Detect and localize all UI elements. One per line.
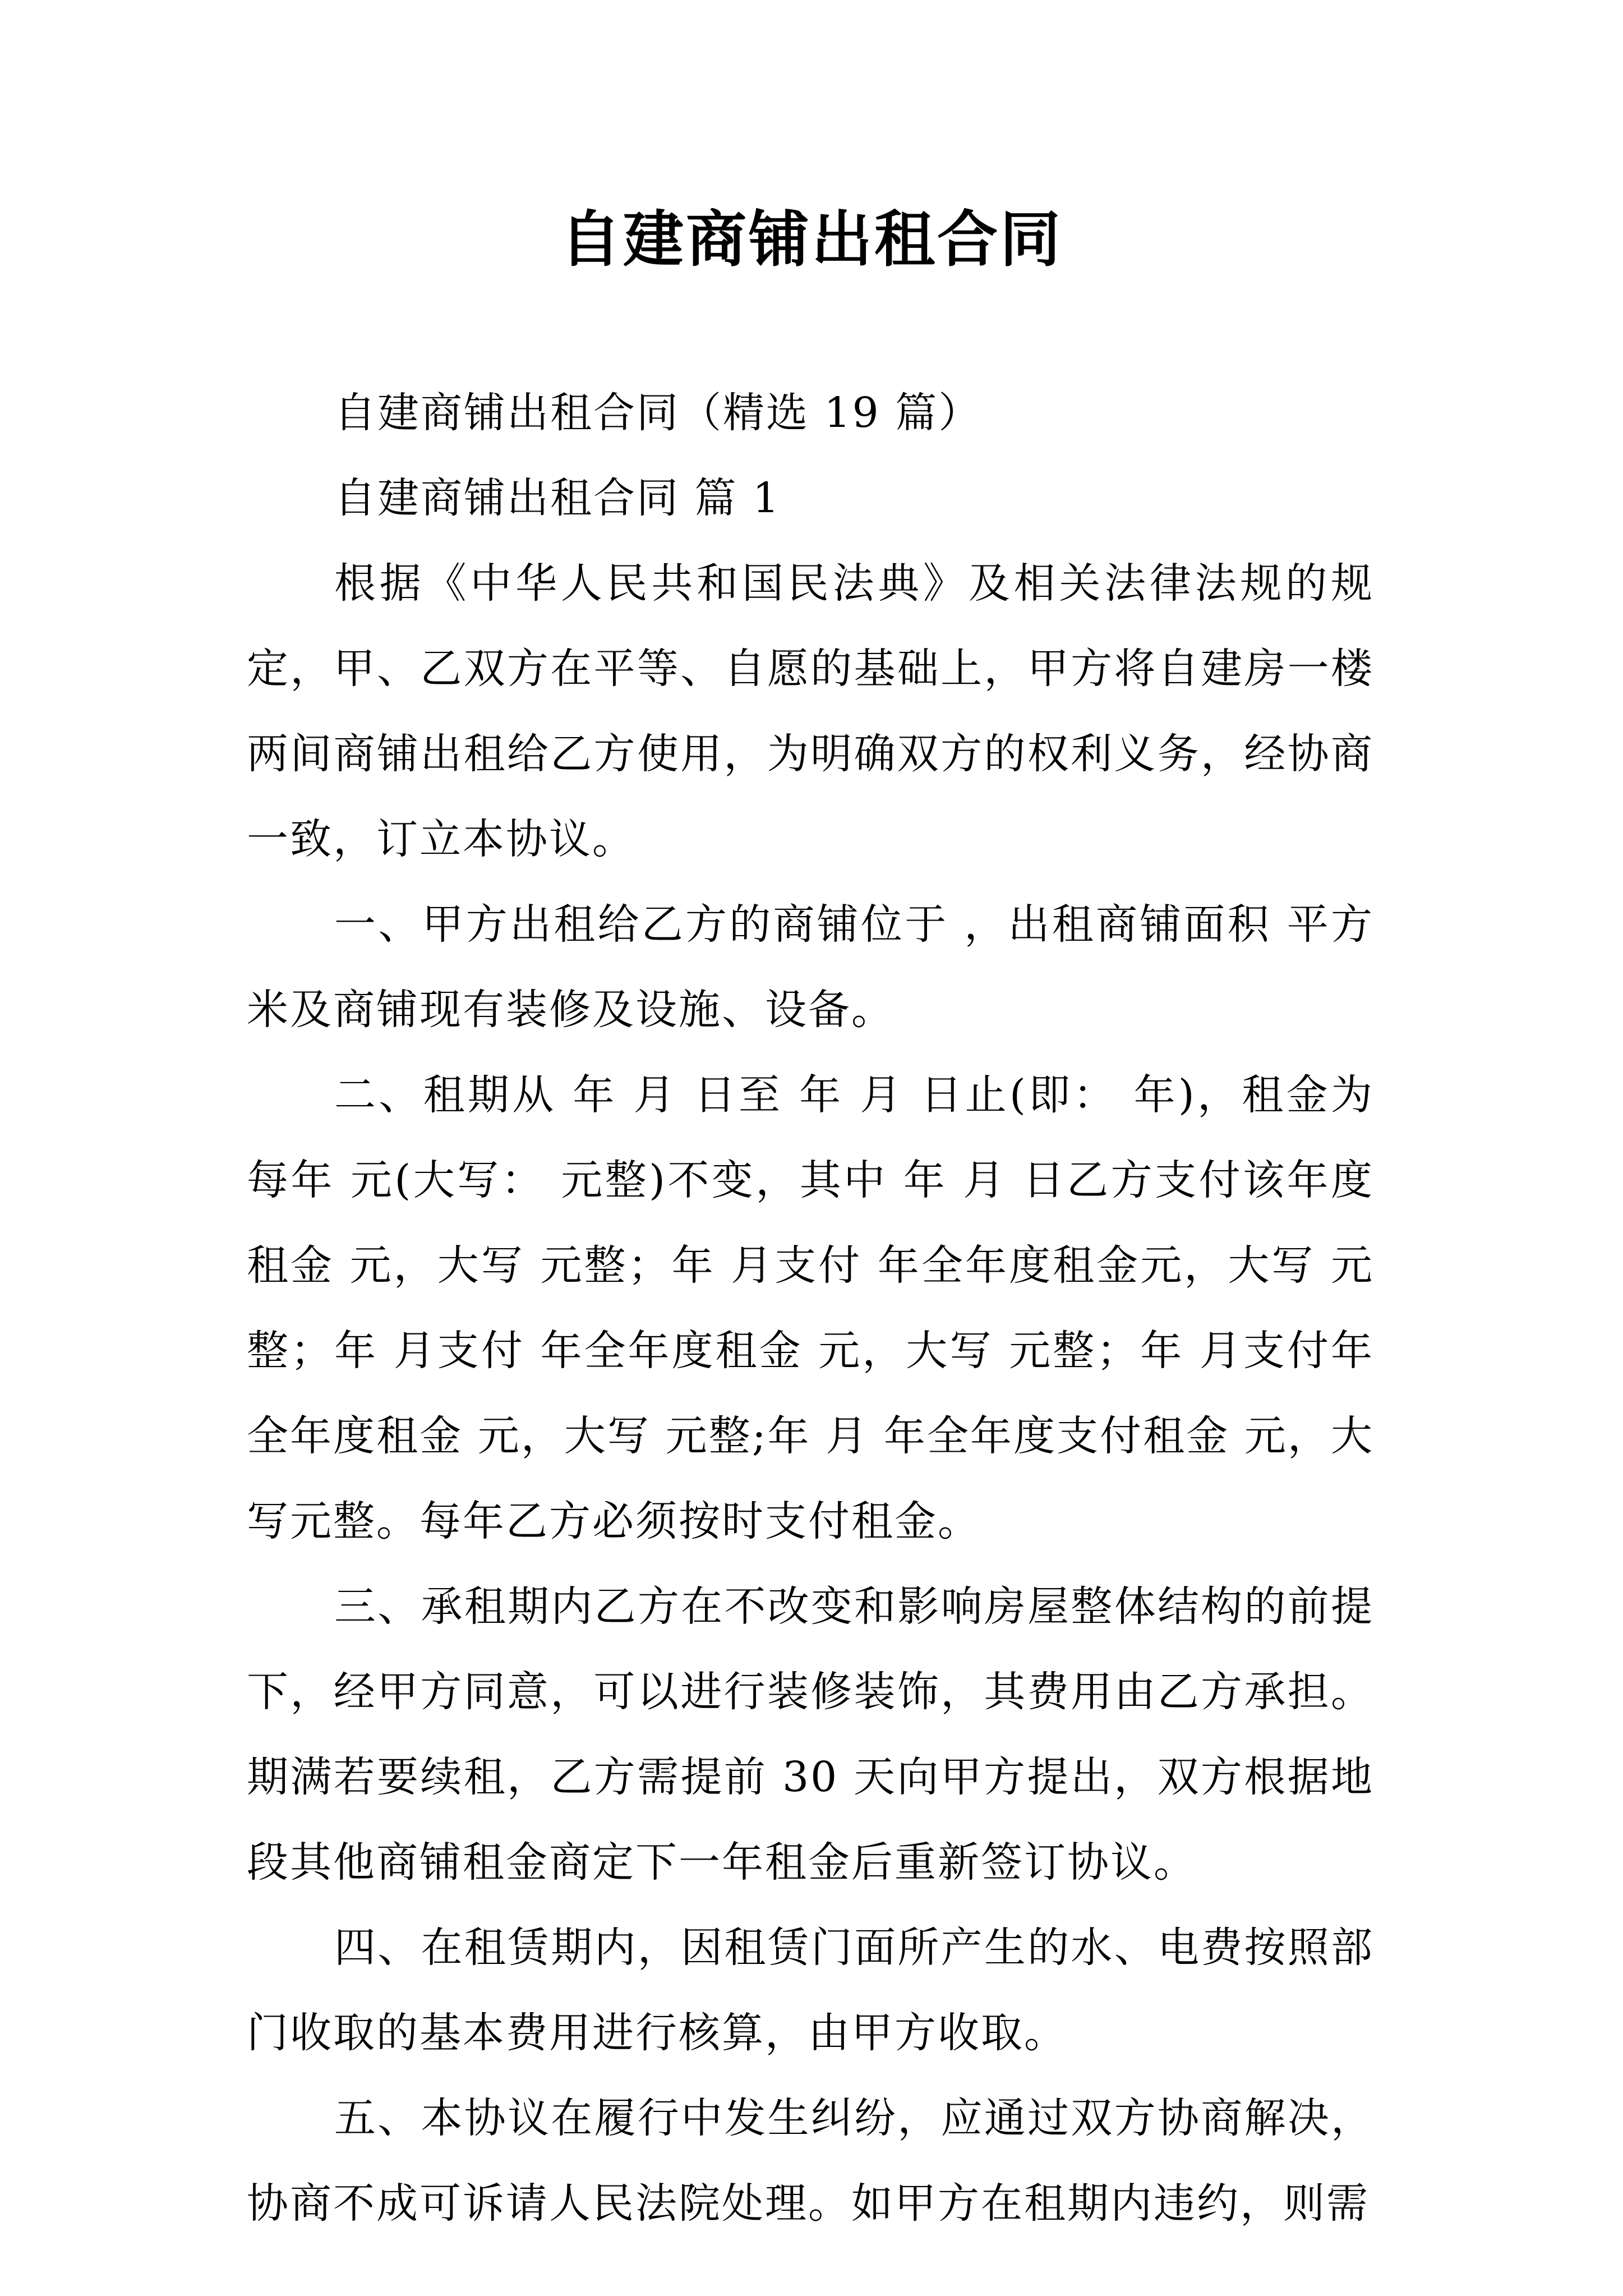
document-subtitle: 自建商铺出租合同（精选 19 篇）: [334, 389, 982, 437]
clause-2: 二、租期从 年 月 日至 年 月 日止(即： 年)，租金为每年 元(大写： 元整)不变，其中 年 月 日乙方支付该年度租金 元，大写 元整；年 月支付 年全年度租金元，大写 元整；年 月支付 年全年度租金 元，大写 元整；年 月支付年全年度租金 元，大写 元整;年 月 年全年度支付租金 元，大写元整。每年乙方必须按时支付租金。: [247, 1071, 1375, 1545]
clause-5: 五、本协议在履行中发生纠纷，应通过双方协商解决，协商不成可诉请人民法院处理。如甲方在租期内违约，则需: [247, 2094, 1374, 2228]
paragraph-preamble: 根据《中华人民共和国民法典》及相关法律法规的规定，甲、乙双方在平等、自愿的基础上，甲方将自建房一楼两间商铺出租给乙方使用，为明确双方的权利义务，经协商一致，订立本协议。: [247, 559, 1374, 863]
clause-3: 三、承租期内乙方在不改变和影响房屋整体结构的前提下，经甲方同意，可以进行装修装饰，其费用由乙方承担。期满若要续租，乙方需提前 30 天向甲方提出，双方根据地段其他商铺租金商定下一年租金后重新签订协议。: [247, 1582, 1374, 1887]
clause-1: 一、甲方出租给乙方的商铺位于 ，出租商铺面积 平方米及商铺现有装修及设施、设备。: [247, 900, 1374, 1034]
section-heading: 自建商铺出租合同 篇 1: [334, 474, 781, 522]
clause-4: 四、在租赁期内，因租赁门面所产生的水、电费按照部门收取的基本费用进行核算，由甲方收取。: [247, 1924, 1374, 2057]
document-title: 自建商铺出租合同: [560, 204, 1063, 275]
document-body: [247, 370, 1374, 2246]
